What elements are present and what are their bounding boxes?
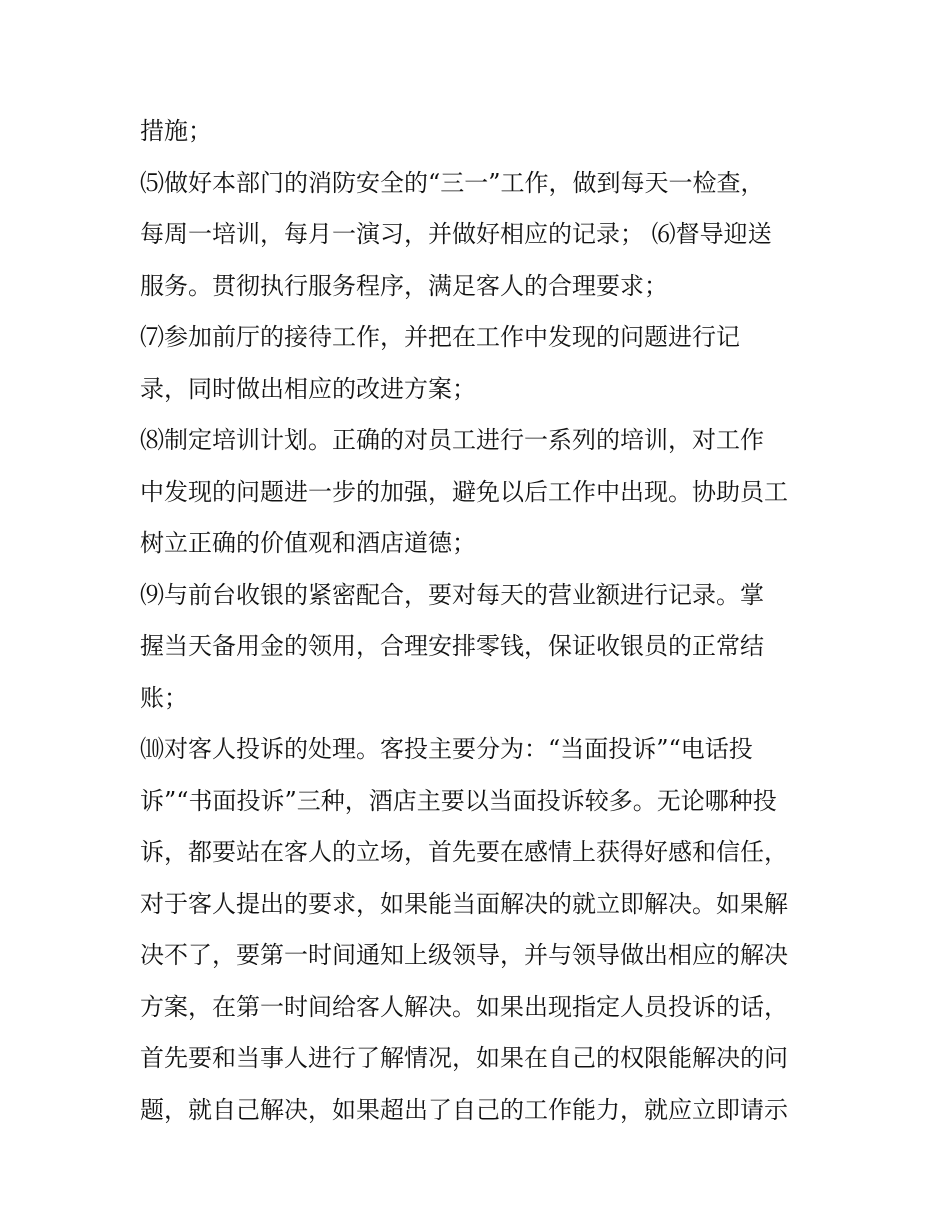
text-line: 中发现的问题进一步的加强，避免以后工作中出现。协助员工 bbox=[140, 477, 788, 506]
text-line: 每周一培训，每月一演习，并做好相应的记录； ⑹督导迎送 bbox=[140, 220, 772, 248]
text-line: ⑸做好本部门的消防安全的“三一”工作，做到每天一检查， bbox=[140, 168, 765, 197]
text-line: 诉，都要站在客人的立场，首先要在感情上获得好感和信任， bbox=[140, 838, 788, 866]
text-line: ⑼与前台收银的紧密配合，要对每天的营业额进行记录。掌 bbox=[140, 580, 764, 609]
text-line: 决不了，要第一时间通知上级领导，并与领导做出相应的解决 bbox=[140, 941, 788, 969]
text-line: 服务。贯彻执行服务程序，满足客人的合理要求； bbox=[140, 271, 668, 300]
text-line: 录，同时做出相应的改进方案； bbox=[140, 374, 476, 403]
text-line: ⑽对客人投诉的处理。客投主要分为：“当面投诉”“电话投 bbox=[140, 735, 753, 763]
text-line: 树立正确的价值观和酒店道德； bbox=[140, 529, 476, 557]
text-line: 题，就自己解决，如果超出了自己的工作能力，就应立即请示 bbox=[140, 1095, 788, 1124]
text-line: 对于客人提出的要求，如果能当面解决的就立即解决。如果解 bbox=[140, 889, 788, 918]
text-line: 诉”“书面投诉”三种，酒店主要以当面投诉较多。无论哪种投 bbox=[140, 786, 777, 815]
text-line: 首先要和当事人进行了解情况，如果在自己的权限能解决的问 bbox=[140, 1044, 788, 1072]
text-line: ⑻制定培训计划。正确的对员工进行一系列的培训，对工作 bbox=[140, 426, 764, 454]
text-line: ⑺参加前厅的接待工作，并把在工作中发现的问题进行记 bbox=[140, 323, 740, 351]
text-line: 账； bbox=[140, 683, 188, 712]
text-line: 方案，在第一时间给客人解决。如果出现指定人员投诉的话， bbox=[140, 992, 788, 1021]
body-text bbox=[140, 106, 820, 1136]
text-line: 握当天备用金的领用，合理安排零钱，保证收银员的正常结 bbox=[140, 632, 764, 660]
text-line: 措施； bbox=[140, 117, 212, 145]
